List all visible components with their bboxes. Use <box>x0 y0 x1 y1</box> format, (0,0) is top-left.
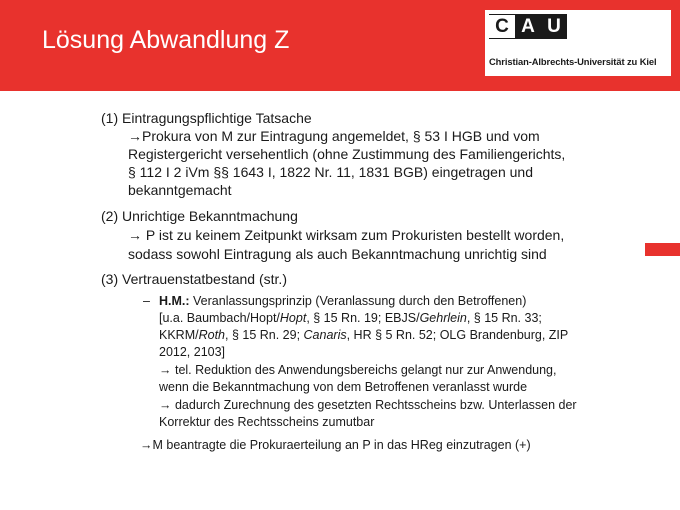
citation-line-3: 2012, 2103] <box>159 345 226 359</box>
reduction-line-1: → tel. Reduktion des Anwendungsbereichs gelangt nur zur Anwendung, <box>159 363 557 377</box>
reduction-line-4: Korrektur des Rechtsscheins zumutbar <box>159 415 375 429</box>
logo-letter-c: C <box>489 14 515 39</box>
conclusion-line: →M beantragte die Prokuraerteilung an P in das HReg einzutragen (+) <box>140 438 531 452</box>
item-3-heading: (3) Vertrauenstatbestand (str.) <box>101 271 287 287</box>
university-logo <box>485 10 671 76</box>
item-1-line-4: bekanntgemacht <box>128 182 232 198</box>
citation-line-2 <box>159 328 568 343</box>
cite-author: Hopt <box>279 311 307 325</box>
logo-letter-a: A <box>515 14 541 39</box>
reduction-line-3: → dadurch Zurechnung des gesetzten Rechtsscheins bzw. Unterlassen der <box>159 398 577 412</box>
item-2-line-2: sodass sowohl Eintragung als auch Bekanntmachung unrichtig sind <box>128 246 547 262</box>
item-1-heading: (1) Eintragungspflichtige Tatsache <box>101 110 312 126</box>
cite-text: , HR § 5 Rn. 52; OLG Brandenburg, ZIP <box>346 328 569 342</box>
hm-dash: – <box>143 294 150 308</box>
hm-text: Veranlassungsprinzip (Veranlassung durch den Betroffenen) <box>189 294 527 308</box>
cite-author: Canaris <box>303 328 347 342</box>
item-1-line-1: →Prokura von M zur Eintragung angemeldet, § 53 I HGB und vom <box>128 128 540 144</box>
cite-author: Roth <box>198 328 225 342</box>
citation-line-1 <box>159 311 542 326</box>
item-1-line-2: Registergericht versehentlich (ohne Zustimmung des Familiengerichts, <box>128 146 566 162</box>
hm-line <box>159 294 526 309</box>
cite-text: , § 15 Rn. 19; EBJS/ <box>306 311 420 325</box>
cite-text: [u.a. Baumbach/Hopt/ <box>159 311 280 325</box>
cau-wordmark <box>489 14 567 39</box>
item-1-line-3: § 112 I 2 iVm §§ 1643 I, 1822 Nr. 11, 1831 BGB) eingetragen und <box>128 164 533 180</box>
page-title: Lösung Abwandlung Z <box>42 26 290 54</box>
cite-author: Gehrlein <box>419 311 467 325</box>
title-bar <box>0 0 680 91</box>
item-2-heading: (2) Unrichtige Bekanntmachung <box>101 208 298 224</box>
cite-text: , § 15 Rn. 33; <box>466 311 542 325</box>
hm-label: H.M.: <box>159 294 190 308</box>
reduction-line-2: wenn die Bekanntmachung von dem Betroffenen veranlasst wurde <box>159 380 528 394</box>
cite-text: , § 15 Rn. 29; <box>225 328 304 342</box>
university-name: Christian-Albrechts-Universität zu Kiel <box>489 56 657 67</box>
item-2-line-1: → P ist zu keinem Zeitpunkt wirksam zum Prokuristen bestellt worden, <box>128 227 565 243</box>
logo-letter-u: U <box>541 14 567 39</box>
side-accent-bar <box>645 243 680 256</box>
cite-text: KKRM/ <box>159 328 199 342</box>
